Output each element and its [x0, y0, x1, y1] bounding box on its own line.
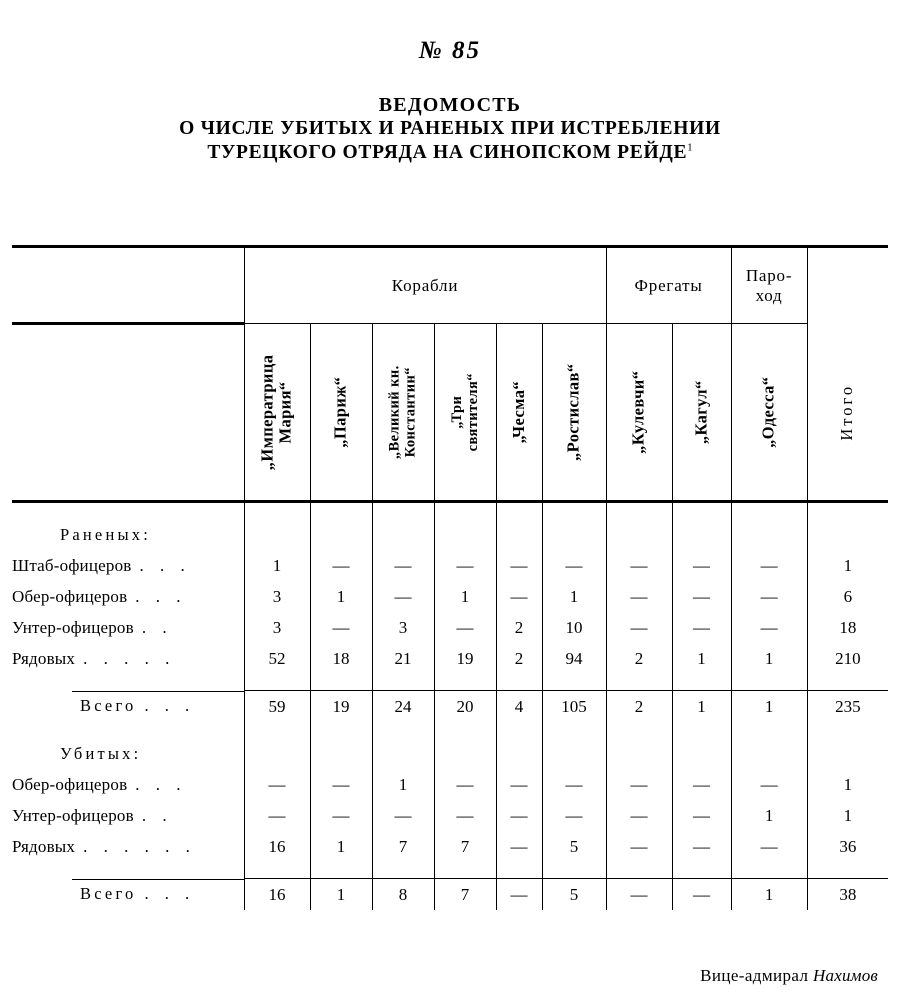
- sec0-head-c6: [542, 519, 606, 550]
- spacer-cell-3: [372, 502, 434, 520]
- total-w-c4: 4: [496, 691, 542, 723]
- cell-k2-c5: 5: [542, 831, 606, 862]
- group-header-steamer: [731, 247, 807, 324]
- group-header-frigates: Фрегаты: [606, 247, 731, 324]
- column-header-imperatrica-mariya: [244, 324, 310, 502]
- cell-k0-c1: —: [310, 769, 372, 800]
- sp3-c8: [672, 862, 731, 879]
- sec0-head-c4: [434, 519, 496, 550]
- cell-w0-c6: —: [606, 550, 672, 581]
- casualty-table: [12, 245, 888, 910]
- document-number: № 85: [418, 37, 482, 64]
- spacer-cell-4: [434, 502, 496, 520]
- cell-w2-c4: 2: [496, 612, 542, 643]
- sec0-head-c10: [807, 519, 888, 550]
- cell-w3-c2: 21: [372, 643, 434, 674]
- row-leader-dots: . . .: [135, 586, 187, 606]
- table-row: [12, 550, 888, 581]
- cell-w3-c6: 2: [606, 643, 672, 674]
- row-label-text: Рядовых: [12, 836, 76, 856]
- cell-w1-c1: 1: [310, 581, 372, 612]
- cell-w3-c4: 2: [496, 643, 542, 674]
- sec1-head-c10: [807, 738, 888, 769]
- sec1-head-c7: [606, 738, 672, 769]
- cell-k2-c6: —: [606, 831, 672, 862]
- row-label-shtab-oficerov-wounded: [12, 550, 244, 581]
- sec0-head-c9: [731, 519, 807, 550]
- title-line-3-text: ТУРЕЦКОГО ОТРЯДА НА СИНОПСКОМ РЕЙДЕ: [207, 142, 688, 164]
- sec0-head-c5: [496, 519, 542, 550]
- cell-w0-c2: —: [372, 550, 434, 581]
- column-header-blank: [12, 324, 244, 502]
- cell-w2-c3: —: [434, 612, 496, 643]
- total-k-c4: —: [496, 879, 542, 911]
- document-title: [0, 93, 900, 165]
- row-label-header: [12, 247, 244, 324]
- sp1-c8: [672, 674, 731, 691]
- row-label-text: Рядовых: [12, 648, 76, 668]
- cell-k1-c0: —: [244, 800, 310, 831]
- col-label-kagul: „Кагул“: [691, 380, 711, 444]
- cell-w2-c7: —: [672, 612, 731, 643]
- column-header-parizh: [310, 324, 372, 502]
- total-w-c7: 1: [672, 691, 731, 723]
- cell-w0-c8: —: [731, 550, 807, 581]
- col-label-imperatrica-mariya-l2: Мария“: [276, 380, 296, 444]
- spacer-row-between-sections: [12, 722, 888, 738]
- cell-k1-c7: —: [672, 800, 731, 831]
- spacer-cell-10: [807, 502, 888, 520]
- col-label-chesma: „Чесма“: [508, 380, 528, 444]
- sec1-head-c5: [496, 738, 542, 769]
- row-leader-dots: . .: [141, 805, 173, 825]
- row-label-ober-oficerov-killed: [12, 769, 244, 800]
- cell-k2-c8: —: [731, 831, 807, 862]
- column-header-tri-svyatitelya: [434, 324, 496, 502]
- footnote-marker: 1: [687, 141, 693, 154]
- total-w-c0: 59: [244, 691, 310, 723]
- sp3-c5: [496, 862, 542, 879]
- cell-k1-c6: —: [606, 800, 672, 831]
- cell-k1-c4: —: [496, 800, 542, 831]
- col-label-konstantin-l2: Константин“: [403, 366, 420, 458]
- total-k-c3: 7: [434, 879, 496, 911]
- column-header-row: [12, 324, 888, 502]
- sp2-c6: [542, 722, 606, 738]
- sp2-c5: [496, 722, 542, 738]
- sec1-head-c6: [542, 738, 606, 769]
- sec1-head-c4: [434, 738, 496, 769]
- signature-rank: Вице-адмирал: [700, 966, 809, 985]
- total-w-c1: 19: [310, 691, 372, 723]
- spacer-row-before-wounded-total: [12, 674, 888, 691]
- cell-k1-c5: —: [542, 800, 606, 831]
- cell-w3-c1: 18: [310, 643, 372, 674]
- table-row: [12, 800, 888, 831]
- sec0-head-c7: [606, 519, 672, 550]
- table-row: [12, 643, 888, 674]
- spacer-row-top: [12, 502, 888, 520]
- row-label-ober-oficerov-wounded: [12, 581, 244, 612]
- cell-w0-c1: —: [310, 550, 372, 581]
- column-header-rostislav: [542, 324, 606, 502]
- spacer-cell-1: [244, 502, 310, 520]
- spacer-cell-8: [672, 502, 731, 520]
- total-k-c1: 1: [310, 879, 372, 911]
- row-label-text: Штаб-офицеров: [12, 555, 132, 575]
- sp1-c3: [372, 674, 434, 691]
- row-label-text: Унтер-офицеров: [12, 805, 134, 825]
- row-label-text: Унтер-офицеров: [12, 617, 134, 637]
- cell-w0-c5: —: [542, 550, 606, 581]
- sec0-head-c2: [310, 519, 372, 550]
- total-label-text: Всего: [80, 696, 137, 716]
- sec0-head-c8: [672, 519, 731, 550]
- cell-w0-c3: —: [434, 550, 496, 581]
- cell-w0-c7: —: [672, 550, 731, 581]
- cell-w2-c5: 10: [542, 612, 606, 643]
- sp3-c3: [372, 862, 434, 879]
- group-header-steamer-line1: Паро-: [745, 266, 793, 286]
- col-label-kulevchi: „Кулевчи“: [628, 370, 648, 454]
- col-label-odessa: „Одесса“: [758, 376, 778, 448]
- section-total-row-wounded: [12, 691, 888, 723]
- cell-w0-c0: 1: [244, 550, 310, 581]
- sp3-c0: [12, 862, 244, 879]
- total-label-killed: [12, 879, 244, 911]
- sp2-c2: [310, 722, 372, 738]
- cell-k0-c3: —: [434, 769, 496, 800]
- cell-w2-total: 18: [807, 612, 888, 643]
- cell-k0-c6: —: [606, 769, 672, 800]
- sp2-c9: [731, 722, 807, 738]
- section-heading-row-wounded: [12, 519, 888, 550]
- total-w-c5: 105: [542, 691, 606, 723]
- cell-k2-c3: 7: [434, 831, 496, 862]
- spacer-cell-6: [542, 502, 606, 520]
- cell-w1-c6: —: [606, 581, 672, 612]
- column-header-chesma: [496, 324, 542, 502]
- cell-w3-total: 210: [807, 643, 888, 674]
- total-w-c3: 20: [434, 691, 496, 723]
- sp1-c2: [310, 674, 372, 691]
- sp1-c7: [606, 674, 672, 691]
- cell-k2-c2: 7: [372, 831, 434, 862]
- table-row: [12, 831, 888, 862]
- cell-w1-c5: 1: [542, 581, 606, 612]
- cell-k1-c1: —: [310, 800, 372, 831]
- sec1-head-c9: [731, 738, 807, 769]
- row-leader-dots: . . .: [139, 555, 191, 575]
- signature-name: Нахимов: [813, 966, 878, 985]
- sp1-c0: [12, 674, 244, 691]
- spacer-row-before-killed-total: [12, 862, 888, 879]
- group-header-ships: Корабли: [244, 247, 606, 324]
- total-k-c2: 8: [372, 879, 434, 911]
- row-leader-dots: . . . . .: [83, 648, 176, 668]
- cell-w0-c4: —: [496, 550, 542, 581]
- cell-k0-c2: 1: [372, 769, 434, 800]
- column-header-total: [807, 324, 888, 502]
- row-label-text: Обер-офицеров: [12, 774, 128, 794]
- row-label-text: Обер-офицеров: [12, 586, 128, 606]
- title-line-2: О ЧИСЛЕ УБИТЫХ И РАНЕНЫХ ПРИ ИСТРЕБЛЕНИИ: [179, 118, 721, 140]
- row-label-unter-oficerov-killed: [12, 800, 244, 831]
- cell-w3-c7: 1: [672, 643, 731, 674]
- cell-k0-total: 1: [807, 769, 888, 800]
- sp3-c6: [542, 862, 606, 879]
- sp1-c6: [542, 674, 606, 691]
- sp1-c4: [434, 674, 496, 691]
- sp3-c7: [606, 862, 672, 879]
- sp3-c9: [731, 862, 807, 879]
- sec1-head-c1: [244, 738, 310, 769]
- group-header-row: [12, 247, 888, 324]
- sp3-c10: [807, 862, 888, 879]
- cell-k1-c8: 1: [731, 800, 807, 831]
- sp2-c0: [12, 722, 244, 738]
- total-label-text: Всего: [80, 884, 137, 904]
- cell-w1-c3: 1: [434, 581, 496, 612]
- table-row: [12, 769, 888, 800]
- sp2-c1: [244, 722, 310, 738]
- casualty-table-container: [12, 245, 888, 910]
- section-heading-killed: Убитых:: [60, 743, 142, 763]
- total-k-c8: 1: [731, 879, 807, 911]
- section-heading-row-killed: [12, 738, 888, 769]
- spacer-cell-7: [606, 502, 672, 520]
- cell-k0-c5: —: [542, 769, 606, 800]
- sp2-c7: [606, 722, 672, 738]
- cell-k2-c0: 16: [244, 831, 310, 862]
- total-w-c2: 24: [372, 691, 434, 723]
- cell-w2-c0: 3: [244, 612, 310, 643]
- total-k-c0: 16: [244, 879, 310, 911]
- spacer-cell-5: [496, 502, 542, 520]
- table-row: [12, 581, 888, 612]
- sp1-c1: [244, 674, 310, 691]
- cell-w1-c7: —: [672, 581, 731, 612]
- row-label-ryadovyh-wounded: [12, 643, 244, 674]
- row-leader-dots: . . .: [135, 774, 187, 794]
- sp2-c8: [672, 722, 731, 738]
- total-leader-dots: . . .: [144, 884, 196, 904]
- cell-k0-c4: —: [496, 769, 542, 800]
- cell-w2-c1: —: [310, 612, 372, 643]
- row-label-ryadovyh-killed: [12, 831, 244, 862]
- cell-w2-c8: —: [731, 612, 807, 643]
- cell-k0-c0: —: [244, 769, 310, 800]
- cell-k2-total: 36: [807, 831, 888, 862]
- cell-w2-c6: —: [606, 612, 672, 643]
- total-label-wounded: [12, 691, 244, 723]
- cell-k2-c1: 1: [310, 831, 372, 862]
- title-line-3: [0, 141, 900, 165]
- sec0-head-c1: [244, 519, 310, 550]
- sp2-c4: [434, 722, 496, 738]
- column-header-velikiy-kn-konstantin: [372, 324, 434, 502]
- cell-k2-c4: —: [496, 831, 542, 862]
- total-leader-dots: . . .: [144, 696, 196, 716]
- group-header-total-spacer: [807, 247, 888, 324]
- table-row: [12, 612, 888, 643]
- sp1-c5: [496, 674, 542, 691]
- total-k-total: 38: [807, 879, 888, 911]
- sec1-head-c3: [372, 738, 434, 769]
- sp2-c3: [372, 722, 434, 738]
- column-header-kulevchi: [606, 324, 672, 502]
- cell-w2-c2: 3: [372, 612, 434, 643]
- col-label-total: Итого: [837, 383, 857, 441]
- group-header-steamer-line2: ход: [755, 285, 783, 305]
- total-k-c6: —: [606, 879, 672, 911]
- cell-k0-c7: —: [672, 769, 731, 800]
- sec0-head-c3: [372, 519, 434, 550]
- col-label-tri-svyatitelya-l2: святителя“: [465, 372, 481, 452]
- sp1-c10: [807, 674, 888, 691]
- total-w-total: 235: [807, 691, 888, 723]
- col-label-tri-svyatitelya-l1: „Три: [448, 395, 465, 429]
- title-line-1: ВЕДОМОСТЬ: [378, 94, 522, 116]
- spacer-cell-label: [12, 502, 244, 520]
- cell-w3-c0: 52: [244, 643, 310, 674]
- cell-k1-c3: —: [434, 800, 496, 831]
- cell-w1-c4: —: [496, 581, 542, 612]
- row-leader-dots: . . . . . .: [83, 836, 196, 856]
- cell-k0-c8: —: [731, 769, 807, 800]
- col-label-imperatrica-mariya-l1: „Императрица: [257, 354, 277, 470]
- cell-w1-total: 6: [807, 581, 888, 612]
- signature-line: [700, 966, 878, 986]
- cell-k2-c7: —: [672, 831, 731, 862]
- sp3-c2: [310, 862, 372, 879]
- sp3-c4: [434, 862, 496, 879]
- sec1-head-c8: [672, 738, 731, 769]
- sp1-c9: [731, 674, 807, 691]
- row-leader-dots: . .: [141, 617, 173, 637]
- row-label-unter-oficerov-wounded: [12, 612, 244, 643]
- cell-w0-total: 1: [807, 550, 888, 581]
- total-w-c8: 1: [731, 691, 807, 723]
- column-header-kagul: [672, 324, 731, 502]
- cell-k1-c2: —: [372, 800, 434, 831]
- spacer-cell-2: [310, 502, 372, 520]
- cell-w1-c0: 3: [244, 581, 310, 612]
- spacer-cell-9: [731, 502, 807, 520]
- total-k-c5: 5: [542, 879, 606, 911]
- section-heading-wounded: Раненых:: [60, 524, 152, 544]
- sec1-head-c2: [310, 738, 372, 769]
- section-total-row-killed: [12, 879, 888, 911]
- cell-w1-c8: —: [731, 581, 807, 612]
- col-label-rostislav: „Ростислав“: [563, 363, 583, 461]
- cell-w1-c2: —: [372, 581, 434, 612]
- cell-w3-c3: 19: [434, 643, 496, 674]
- cell-w3-c5: 94: [542, 643, 606, 674]
- sp3-c1: [244, 862, 310, 879]
- column-header-odessa: [731, 324, 807, 502]
- col-label-konstantin-l1: „Великий кн.: [386, 365, 403, 459]
- sp2-c10: [807, 722, 888, 738]
- cell-w3-c8: 1: [731, 643, 807, 674]
- total-k-c7: —: [672, 879, 731, 911]
- total-w-c6: 2: [606, 691, 672, 723]
- cell-k1-total: 1: [807, 800, 888, 831]
- col-label-parizh: „Париж“: [330, 376, 350, 448]
